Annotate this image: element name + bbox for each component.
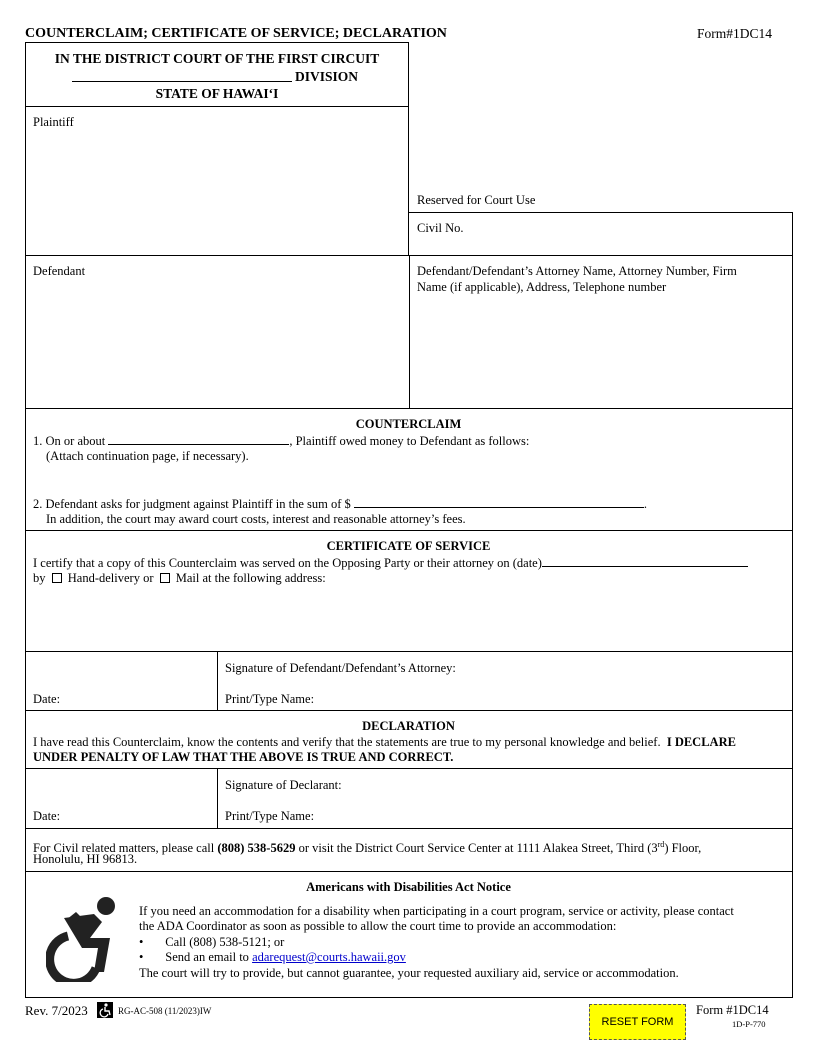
ada-line2: the ADA Coordinator as soon as possible to allow the court time to provide an accommodation:: [139, 919, 617, 933]
state-name: STATE OF HAWAI‘I: [155, 86, 279, 101]
defendant-signature-label: Signature of Defendant/Defendant’s Attorney:: [225, 661, 456, 675]
division-blank[interactable]: [72, 81, 292, 82]
footer-form-code: 1D-P-770: [732, 1019, 766, 1029]
footer-form-number: Form #1DC14: [696, 1003, 769, 1017]
counterclaim-item2: 2. Defendant asks for judgment against Plaintiff in the sum of $ .: [33, 497, 648, 511]
form-title: COUNTERCLAIM; CERTIFICATE OF SERVICE; DECLARATION: [25, 26, 447, 41]
owed-date-field[interactable]: [108, 433, 289, 445]
counterclaim-heading: COUNTERCLAIM: [355, 417, 462, 431]
certificate-line1: I certify that a copy of this Counterclaim was served on the Opposing Party or their attorney on (date): [33, 555, 748, 571]
certificate-print-field[interactable]: [320, 686, 780, 706]
certificate-date-field[interactable]: [70, 686, 210, 706]
ada-bullet2: • Send an email to adarequest@courts.hawaii.gov: [139, 950, 406, 964]
form-number: Form#1DC14: [697, 26, 773, 41]
certificate-heading: CERTIFICATE OF SERVICE: [326, 539, 491, 553]
declaration-print-label: Print/Type Name:: [225, 809, 315, 823]
civil-info-line2: Honolulu, HI 96813.: [33, 852, 138, 866]
continuation-note: (Attach continuation page, if necessary).: [46, 449, 249, 463]
service-method: by Hand-delivery or Mail at the following address:: [33, 571, 326, 585]
civil-info-line1: For Civil related matters, please call (808) 538-5629 or visit the District Court Service Center at 1111 Alakea Street, Third (3rd) Floor,: [33, 840, 702, 856]
declaration-text1: I have read this Counterclaim, know the contents and verify that the statements are true to my personal knowledge and belief. I DECLARE: [33, 735, 736, 749]
owed-description-field[interactable]: [46, 466, 776, 492]
court-name: IN THE DISTRICT COURT OF THE FIRST CIRCUIT: [54, 51, 380, 66]
revision-date: Rev. 7/2023: [25, 1003, 88, 1018]
certificate-print-label: Print/Type Name:: [225, 692, 315, 706]
judgment-amount-field[interactable]: [354, 496, 644, 508]
ada-line-last: The court will try to provide, but cannot guarantee, your requested auxiliary aid, service or accommodation.: [139, 966, 679, 980]
wheelchair-icon: [97, 1002, 113, 1018]
plaintiff-label: Plaintiff: [33, 115, 74, 129]
declaration-print-field[interactable]: [320, 803, 780, 823]
declaration-date-field[interactable]: [70, 803, 210, 823]
declaration-date-label: Date:: [33, 809, 61, 823]
service-date-field[interactable]: [542, 555, 748, 567]
form-code: RG-AC-508 (11/2023)IW: [118, 1006, 212, 1016]
counterclaim-item1: 1. On or about , Plaintiff owed money to Defendant as follows:: [33, 434, 530, 448]
defendant-label: Defendant: [33, 264, 86, 278]
civil-no-field[interactable]: [470, 218, 785, 250]
attorney-info-line1: Defendant/Defendant’s Attorney Name, Attorney Number, Firm: [417, 264, 737, 278]
division-label: DIVISION: [295, 69, 359, 84]
fees-note: In addition, the court may award court costs, interest and reasonable attorney’s fees.: [46, 512, 466, 526]
service-address-field[interactable]: [33, 590, 773, 645]
declarant-signature-label: Signature of Declarant:: [225, 778, 342, 792]
ada-heading: Americans with Disabilities Act Notice: [306, 880, 511, 894]
attorney-info-line2: Name (if applicable), Address, Telephone number: [417, 280, 667, 294]
certificate-date-label: Date:: [33, 692, 61, 706]
attorney-info-field[interactable]: [417, 300, 782, 400]
ada-bullet1: • Call (808) 538-5121; or: [139, 935, 285, 949]
accessibility-icon: [46, 896, 124, 982]
plaintiff-field[interactable]: [33, 135, 393, 245]
ada-line1: If you need an accommodation for a disability when participating in a court program, service or activity, please contact: [139, 904, 734, 918]
civil-no-label: Civil No.: [417, 221, 464, 235]
declaration-text2: UNDER PENALTY OF LAW THAT THE ABOVE IS TRUE AND CORRECT.: [33, 750, 454, 764]
declaration-heading: DECLARATION: [362, 719, 455, 733]
ada-email-link[interactable]: adarequest@courts.hawaii.gov: [252, 950, 406, 964]
defendant-field[interactable]: [33, 284, 393, 399]
mail-checkbox[interactable]: [160, 573, 170, 583]
reserved-label: Reserved for Court Use: [417, 193, 536, 207]
hand-delivery-checkbox[interactable]: [52, 573, 62, 583]
reset-form-button[interactable]: RESET FORM: [589, 1004, 686, 1040]
